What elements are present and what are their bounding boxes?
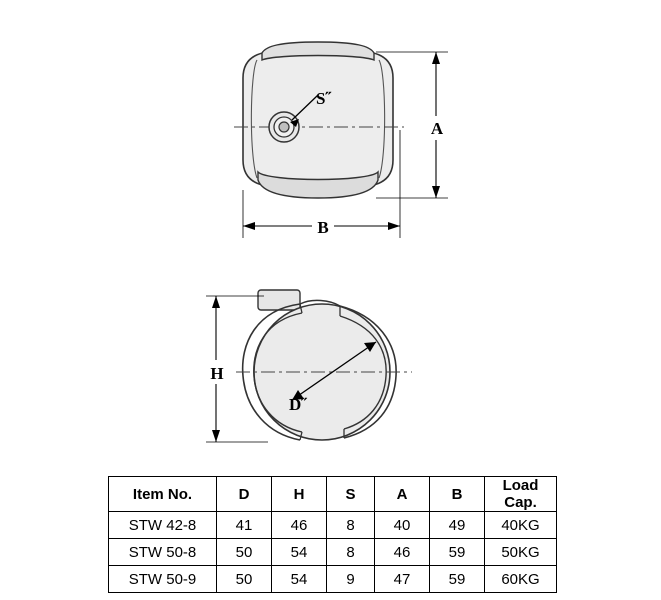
stem-hole-inner <box>279 122 289 132</box>
caster-top-body <box>243 52 393 186</box>
cell-h: 54 <box>272 566 327 593</box>
col-header-h: H <box>272 477 327 512</box>
cell-a: 40 <box>375 512 430 539</box>
cell-load-cap: 60KG <box>485 566 557 593</box>
h-arrow-top <box>212 296 220 308</box>
cell-d: 50 <box>217 566 272 593</box>
h-arrow-bottom <box>212 430 220 442</box>
label-b: B <box>317 218 329 237</box>
table-row <box>109 512 557 539</box>
col-header-item-no: Item No. <box>109 477 217 512</box>
col-header-load-cap: Load Cap. <box>485 477 557 512</box>
cell-b: 49 <box>430 512 485 539</box>
cell-item-no: STW 50-9 <box>109 566 217 593</box>
cell-item-no: STW 42-8 <box>109 512 217 539</box>
cell-item-no: STW 50-8 <box>109 539 217 566</box>
a-arrow-bottom <box>432 186 440 198</box>
b-arrow-left <box>243 222 255 230</box>
cell-d: 41 <box>217 512 272 539</box>
cell-load-cap: 40KG <box>485 512 557 539</box>
cell-d: 50 <box>217 539 272 566</box>
col-header-s: S <box>327 477 375 512</box>
label-d: D˝ <box>289 395 307 414</box>
cell-s: 8 <box>327 512 375 539</box>
table-row <box>109 566 557 593</box>
cell-h: 54 <box>272 539 327 566</box>
label-s: S˝ <box>316 89 332 108</box>
cell-a: 47 <box>375 566 430 593</box>
cell-s: 8 <box>327 539 375 566</box>
cell-h: 46 <box>272 512 327 539</box>
a-arrow-top <box>432 52 440 64</box>
table-header-row <box>109 477 557 512</box>
cell-b: 59 <box>430 566 485 593</box>
top-view-group <box>234 42 448 238</box>
cell-a: 46 <box>375 539 430 566</box>
side-view-group <box>206 290 412 442</box>
cell-s: 9 <box>327 566 375 593</box>
b-arrow-right <box>388 222 400 230</box>
label-h: H <box>210 364 224 383</box>
cell-load-cap: 50KG <box>485 539 557 566</box>
spec-table-container <box>108 476 556 593</box>
cell-b: 59 <box>430 539 485 566</box>
col-header-d: D <box>217 477 272 512</box>
table-row <box>109 539 557 566</box>
label-a: A <box>430 119 444 138</box>
side-stem <box>258 290 300 310</box>
col-header-a: A <box>375 477 430 512</box>
col-header-b: B <box>430 477 485 512</box>
spec-table <box>108 476 557 593</box>
